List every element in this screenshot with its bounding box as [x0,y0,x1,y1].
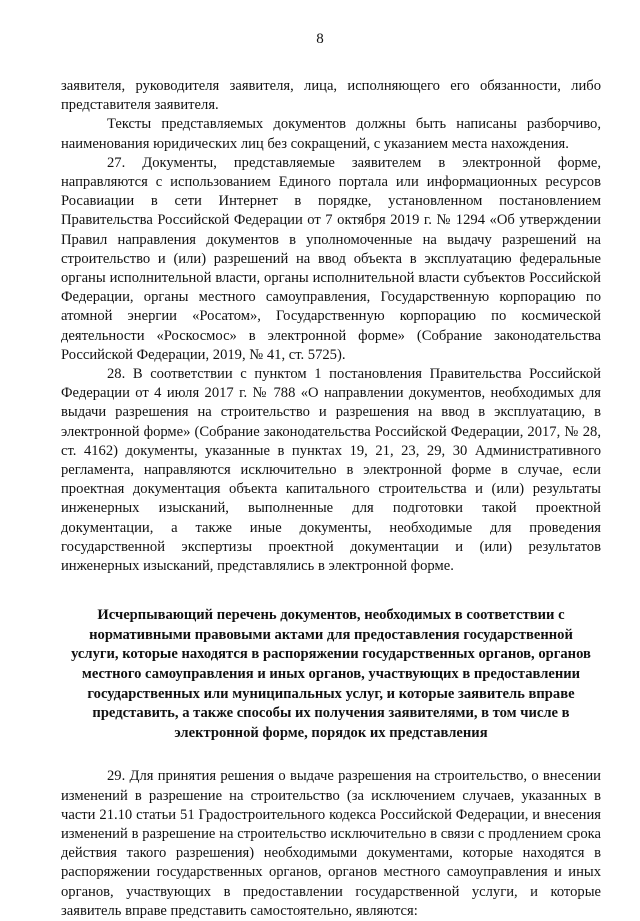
page-number: 8 [316,31,324,47]
section-heading: Исчерпывающий перечень документов, необходимых в соответствии с нормативными правовыми актами для предоставления государственной услуги, которые находятся в распоряжении государственных органов, органов местного самоуправления и иных органов, участвующих в предоставлении государственных или муниципальных услуг, и которые заявитель вправе представить, а также способы их получения заявителями, в том числе в электронной форме, порядок их представления [71,607,591,741]
paragraph-text-requirements: Тексты представляемых документов должны быть написаны разборчиво, наименования юридических лиц без сокращений, с указанием места нахождения. [61,116,601,152]
section-heading-block [61,606,601,743]
paragraph-28: 28. В соответствии с пунктом 1 постановления Правительства Российской Федерации от 4 июля 2017 г. № 788 «О направлении документов, необходимых для выдачи разрешения на строительство и разрешения на ввод в эксплуатацию, в электронной форме» (Собрание законодательства Российской Федерации, 2017, № 28, ст. 4162) документы, указанные в пунктах 19, 21, 23, 29, 30 Административного регламента, направляются исключительно в электронной форме в случае, если проектная документация объекта капитального строительства и (или) результаты инженерных изысканий, выполненные для подготовки такой проектной документации, а также иные документы, необходимые для проведения государственной экспертизы проектной документации и (или) результатов инженерных изысканий, представлялись в электронной форме. [61,366,601,575]
document-body [61,77,601,921]
paragraph-27: 27. Документы, представляемые заявителем в электронной форме, направляются с использованием Единого портала или информационных ресурсов Росавиации в сети Интернет в порядке, установленном постановлением Правительства Российской Федерации от 7 октября 2019 г. № 1294 «Об утверждении Правил направления документов в уполномоченные на выдачу разрешений на строительство и (или) разрешений на ввод объекта в эксплуатацию федеральные органы исполнительной власти, органы исполнительной власти субъектов Российской Федерации, органы местного самоуправления, Государственную корпорацию по атомной энергии «Росатом», Государственную корпорацию по космической деятельности «Роскосмос» в электронной форме» (Собрание законодательства Российской Федерации, 2019, № 41, ст. 5725). [61,154,601,363]
paragraph-continuation: заявителя, руководителя заявителя, лица, исполняющего его обязанности, либо представителя заявителя. [61,78,601,114]
paragraph-29: 29. Для принятия решения о выдаче разрешения на строительство, о внесении изменений в разрешение на строительство (за исключением случаев, указанных в части 21.10 статьи 51 Градостроительного кодекса Российской Федерации, и внесения изменений в разрешение на строительство исключительно в связи с продлением срока действия такого разрешения) необходимыми документами, которые находятся в распоряжении государственных органов, органов местного самоуправления и иных органов, участвующих в предоставлении государственной услуги, и которые заявитель вправе представить самостоятельно, являются: [61,768,601,919]
